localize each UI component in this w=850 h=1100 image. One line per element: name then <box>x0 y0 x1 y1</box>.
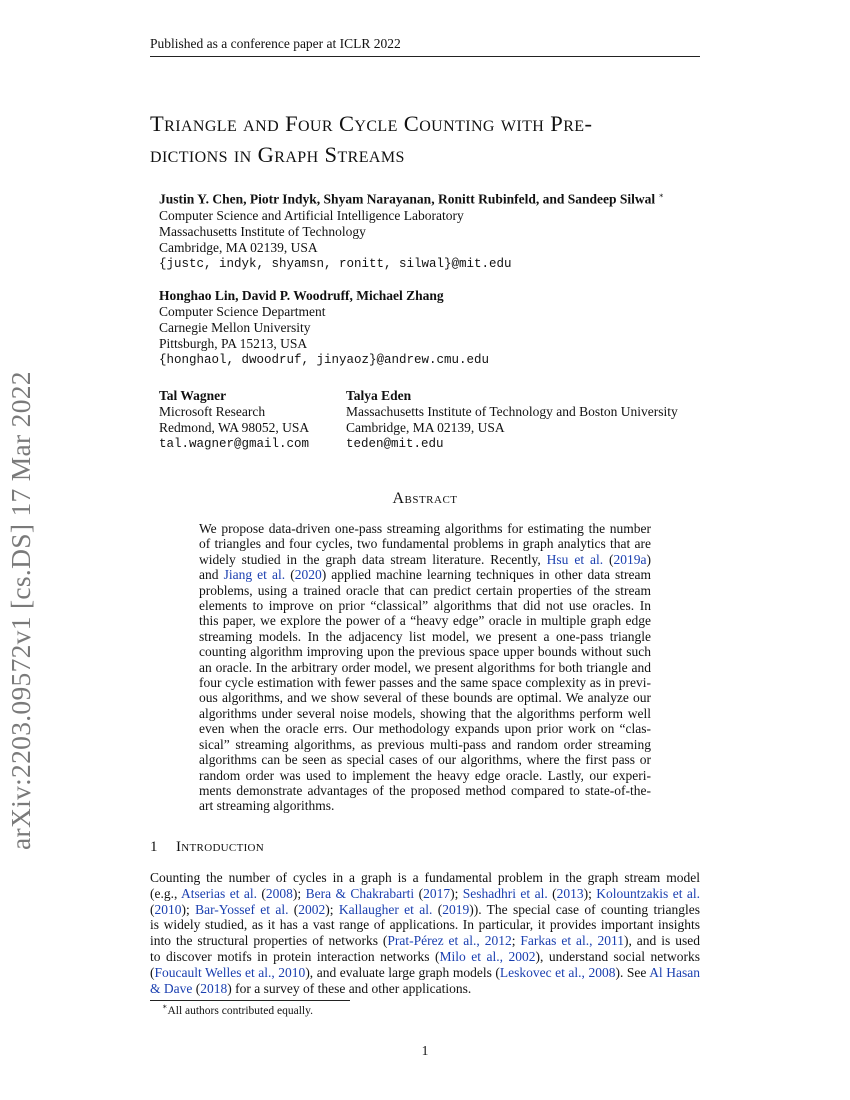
text-run: ); <box>583 885 597 901</box>
address-line: Cambridge, MA 02139, USA <box>346 420 505 435</box>
citation-link[interactable]: Leskovec et al., 2008 <box>499 964 616 980</box>
author-names: Honghao Lin, David P. Woodruff, Michael Zhang <box>159 288 444 303</box>
intro-paragraph <box>150 870 700 996</box>
abstract-line <box>199 737 651 752</box>
text-run: ( <box>288 901 299 917</box>
text-run: ( <box>414 885 424 901</box>
text-run: ( <box>150 964 155 980</box>
footnote-rule <box>150 1000 350 1001</box>
text-run: algorithms can be seen as special cases of our algorithms, where the first pass or <box>199 752 651 768</box>
abstract-line <box>199 798 651 813</box>
abstract-line <box>199 552 651 567</box>
intro-line <box>150 933 700 949</box>
address-line: Cambridge, MA 02139, USA <box>159 239 318 255</box>
footnote-text: All authors contributed equally. <box>167 1004 313 1017</box>
address-line: Redmond, WA 98052, USA <box>159 420 310 435</box>
abstract-line <box>199 675 651 690</box>
abstract-line <box>199 613 651 628</box>
text-run: counting algorithm improving upon the previous space upper bounds without such <box>199 644 651 660</box>
text-run: problems, using a trained oracle that can predict certain properties of the stream <box>199 582 651 598</box>
abstract-line <box>199 690 651 705</box>
citation-link[interactable]: 2020 <box>294 567 322 583</box>
citation-link[interactable]: 2019a <box>613 551 647 567</box>
text-run: an oracle. In the arbitrary order model, we present algorithms for both triangle and <box>199 659 651 675</box>
intro-line <box>150 886 700 902</box>
citation-link[interactable]: Bar-Yossef et al. <box>195 901 289 917</box>
text-run: four cycle estimation with fewer passes and the same space complexity as in previ- <box>199 675 651 691</box>
text-run: into the structural properties of networks ( <box>150 933 388 949</box>
abstract-line <box>199 768 651 783</box>
citation-link[interactable]: 2002 <box>298 901 326 917</box>
abstract-line <box>199 536 651 551</box>
text-run: ). See <box>615 964 650 980</box>
text-run: to discover motifs in protein interaction networks ( <box>150 948 440 964</box>
text-run: )). The special case of counting triangles <box>469 901 700 917</box>
text-run: even when the oracle errs. Our methodology expands upon prior work on “clas- <box>199 721 651 737</box>
affiliation-line: Massachusetts Institute of Technology and Boston University <box>346 404 678 419</box>
text-run: ); <box>181 901 196 917</box>
text-run: ), and evaluate large graph models ( <box>305 964 500 980</box>
text-run: ) for a survey of these and other applications. <box>227 980 472 996</box>
text-run: ( <box>432 901 443 917</box>
citation-link[interactable]: Foucault Welles et al., 2010 <box>154 964 306 980</box>
text-run: ments demonstrate advantages of the proposed method compared to state-of-the- <box>199 782 651 798</box>
citation-link[interactable]: Kallaugher et al. <box>338 901 433 917</box>
abstract-heading: Abstract <box>392 490 458 507</box>
author-email[interactable]: {honghaol, dwoodruf, jinyaoz}@andrew.cmu.edu <box>159 353 490 367</box>
citation-link[interactable]: Jiang et al. <box>223 567 286 583</box>
citation-link[interactable]: Milo et al., 2002 <box>439 948 536 964</box>
abstract-line <box>199 629 651 644</box>
text-run: ( <box>192 980 201 996</box>
text-run: Counting the number of cycles in a graph is a fundamental problem in the graph stream model <box>150 870 700 885</box>
text-run: ous algorithms, and we show several of these bounds are optimal. We analyze our <box>199 690 651 706</box>
citation-link[interactable]: & Dave <box>150 980 193 996</box>
text-run: of triangles and four cycles, two fundamental problems in graph analytics that are <box>199 536 651 552</box>
text-run: ), and is used <box>623 933 700 949</box>
citation-link[interactable]: 2018 <box>200 980 228 996</box>
text-run: We propose data-driven one-pass streaming algorithms for estimating the number <box>199 521 651 536</box>
citation-link[interactable]: Seshadhri et al. <box>462 885 548 901</box>
intro-line <box>150 870 700 886</box>
text-run: art streaming algorithms. <box>199 798 335 814</box>
page-number: 1 <box>421 1043 429 1058</box>
author-email[interactable]: teden@mit.edu <box>346 437 444 451</box>
abstract-line <box>199 521 651 536</box>
text-run: (e.g., <box>150 885 182 901</box>
text-run: and <box>199 567 224 583</box>
text-run: ), understand social networks <box>535 948 701 964</box>
abstract-line <box>199 598 651 613</box>
text-run: random order was used to implement the heavy edge oracle. Lastly, our experi- <box>199 767 651 783</box>
citation-link[interactable]: Hsu et al. <box>546 551 604 567</box>
abstract-line <box>199 721 651 736</box>
abstract-line <box>199 644 651 659</box>
citation-link[interactable]: Prat-Pérez et al., 2012 <box>387 933 512 949</box>
footnote <box>162 1002 313 1017</box>
text-run: algorithms under several noise models, showing that the algorithms perform well <box>199 705 651 721</box>
author-names: Justin Y. Chen, Piotr Indyk, Shyam Narayanan, Ronitt Rubinfeld, and Sandeep Silwal <box>159 191 656 207</box>
text-run: ) applied machine learning techniques in other data stream <box>321 567 651 583</box>
citation-link[interactable]: 2008 <box>265 885 293 901</box>
text-run: ); <box>450 885 463 901</box>
author-tal-wagner <box>159 388 309 452</box>
text-run: ( <box>285 567 295 583</box>
text-run: ( <box>603 551 614 567</box>
author-name: Tal Wagner <box>159 388 227 403</box>
citation-link[interactable]: 2013 <box>556 885 584 901</box>
running-header: Published as a conference paper at ICLR 2022 <box>150 36 401 51</box>
author-email[interactable]: tal.wagner@gmail.com <box>159 437 310 451</box>
author-group-2 <box>159 288 489 368</box>
text-run: ( <box>150 901 155 917</box>
author-group-1 <box>159 188 664 272</box>
affiliation-line: Microsoft Research <box>159 404 266 419</box>
footnote-marker: ∗ <box>162 1002 168 1011</box>
citation-link[interactable]: Bera & Chakrabarti <box>305 885 415 901</box>
citation-link[interactable]: Farkas et al., 2011 <box>520 933 624 949</box>
text-run: widely studied in the graph data stream literature. Recently, <box>199 551 547 567</box>
affiliation-line: Massachusetts Institute of Technology <box>159 223 366 239</box>
affiliation-line: Computer Science and Artificial Intelligence Laboratory <box>159 207 464 223</box>
abstract-line <box>199 706 651 721</box>
intro-line <box>150 949 700 965</box>
title-line-1: Triangle and Four Cycle Counting with Pre- <box>150 111 593 136</box>
text-run: ); <box>292 885 306 901</box>
citation-link[interactable]: 2010 <box>154 901 182 917</box>
citation-link[interactable]: 2017 <box>423 885 451 901</box>
section-number: 1 <box>150 839 158 855</box>
citation-link[interactable]: Atserias et al. <box>181 885 257 901</box>
text-run: elements to improve on prior “classical” algorithms that did not use oracles. In <box>199 598 651 614</box>
citation-link[interactable]: 2019 <box>442 901 470 917</box>
abstract-line <box>199 752 651 767</box>
text-run: this paper, we explore the power of a “heavy edge” oracle in multiple graph edge <box>199 613 651 629</box>
text-run: is widely studied, as it has a vast range of applications. In particular, it provides important insights <box>150 917 700 933</box>
text-run: ( <box>257 885 266 901</box>
text-run: ) <box>646 551 652 567</box>
intro-line <box>150 981 700 997</box>
intro-line <box>150 965 700 981</box>
arxiv-stamp: arXiv:2203.09572v1 [cs.DS] 17 Mar 2022 <box>5 371 36 850</box>
author-email[interactable]: {justc, indyk, shyamsn, ronitt, silwal}@mit.edu <box>159 256 512 271</box>
intro-line <box>150 917 700 933</box>
author-talya-eden <box>346 388 678 452</box>
abstract-line <box>199 783 651 798</box>
abstract-body <box>199 521 651 814</box>
section-title: Introduction <box>176 839 265 855</box>
header-rule <box>150 56 700 57</box>
abstract-line <box>199 583 651 598</box>
text-run: sical” streaming algorithms, as previous multi-pass and random order streaming <box>199 736 651 752</box>
author-name: Talya Eden <box>346 388 412 403</box>
text-run: ); <box>325 901 339 917</box>
abstract-line <box>199 660 651 675</box>
citation-link[interactable]: Kolountzakis et al. <box>596 885 700 901</box>
affiliation-line: Carnegie Mellon University <box>159 320 311 335</box>
text-run: streaming models. In the adjacency list model, we present a one-pass triangle <box>199 628 651 644</box>
address-line: Pittsburgh, PA 15213, USA <box>159 336 308 351</box>
section-heading <box>150 839 264 856</box>
text-run: ( <box>547 885 557 901</box>
affiliation-line: Computer Science Department <box>159 304 326 319</box>
abstract-line <box>199 567 651 582</box>
equal-contribution-marker: ∗ <box>658 191 664 200</box>
text-run: ; <box>511 933 521 949</box>
citation-link[interactable]: Al Hasan <box>649 964 700 980</box>
title-line-2: dictions in Graph Streams <box>150 142 405 167</box>
paper-title <box>150 108 710 170</box>
intro-line <box>150 902 700 918</box>
